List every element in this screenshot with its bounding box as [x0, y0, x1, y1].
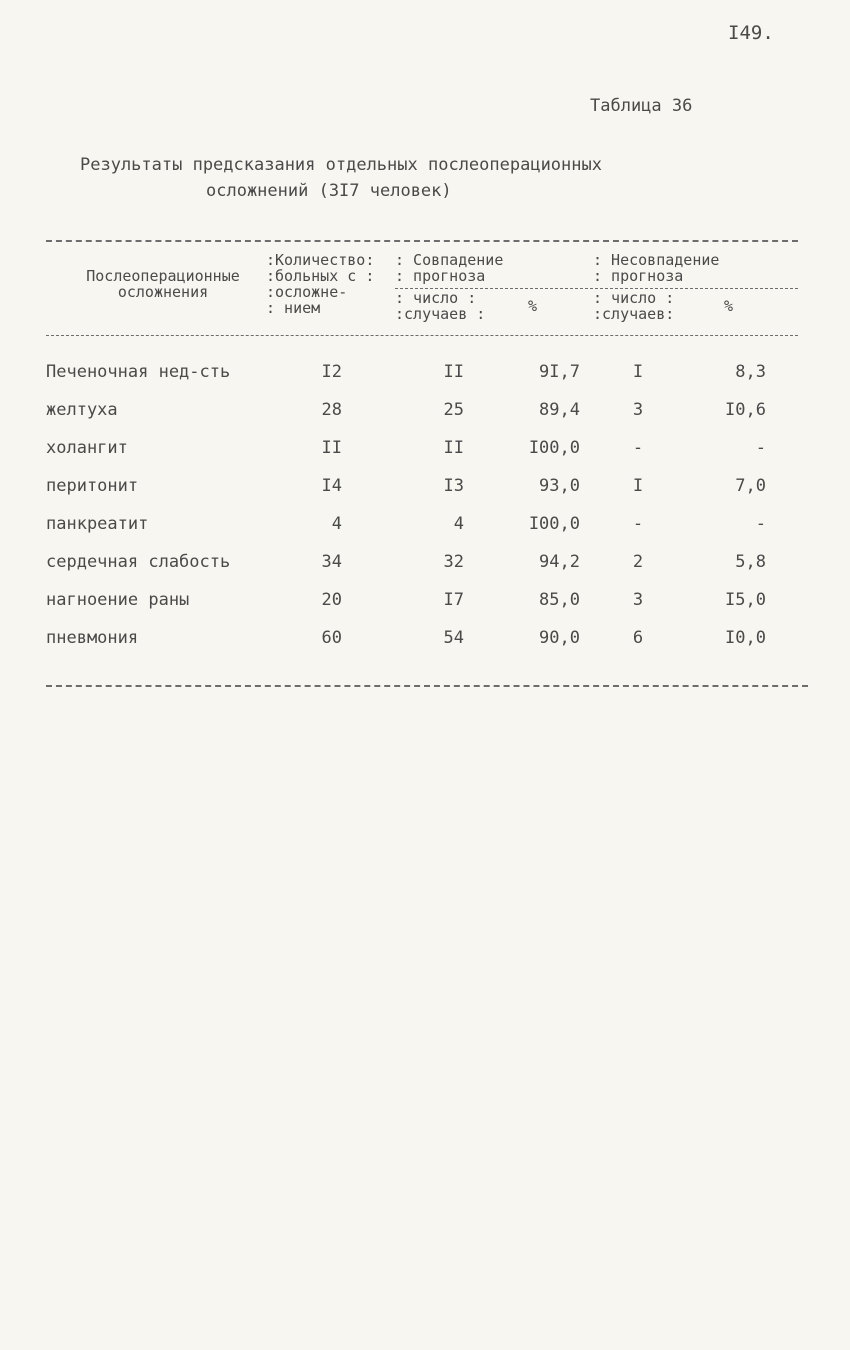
header-mismatch-cases: : число : :случаев:: [593, 289, 675, 323]
table-row: [0, 509, 850, 547]
complication-name: Печеночная нед-сть: [46, 362, 231, 382]
mismatch-percent: -: [755, 514, 766, 534]
table-label: Таблица 36: [590, 96, 693, 116]
table-row: [0, 623, 850, 661]
match-percent: 89,4: [539, 400, 580, 420]
patient-count: II: [321, 438, 342, 458]
match-percent: 85,0: [539, 590, 580, 610]
table-title: [80, 152, 602, 204]
patient-count: I4: [321, 476, 342, 496]
mismatch-cases: -: [632, 438, 644, 458]
complication-name: панкреатит: [46, 514, 149, 534]
patient-count: I2: [321, 362, 342, 382]
mismatch-percent: I0,6: [725, 400, 766, 420]
mismatch-percent: 5,8: [735, 552, 766, 572]
mismatch-cases: 3: [632, 400, 644, 420]
mismatch-cases: 6: [632, 628, 644, 648]
complication-name: пневмония: [46, 628, 139, 648]
match-cases: II: [443, 362, 464, 382]
match-percent: 94,2: [539, 552, 580, 572]
match-cases: 4: [453, 514, 464, 534]
table-bottom-rule: [46, 685, 808, 687]
table-row: [0, 471, 850, 509]
header-forecast-mismatch: : Несовпадение : прогноза: [593, 251, 720, 285]
header-patient-count: :Количество: :больных с : :осложне- : нием: [266, 251, 375, 317]
mismatch-cases: I: [632, 476, 644, 496]
table-row: [0, 395, 850, 433]
complication-name: сердечная слабость: [46, 552, 231, 572]
match-cases: I7: [443, 590, 464, 610]
match-percent: 93,0: [539, 476, 580, 496]
match-percent: I00,0: [528, 438, 580, 458]
complication-name: холангит: [46, 438, 128, 458]
header-bottom-rule: [46, 335, 798, 336]
table-row: [0, 357, 850, 395]
header-forecast-match: : Совпадение : прогноза: [395, 251, 504, 285]
header-mismatch-percent: %: [724, 297, 734, 315]
table-row: [0, 585, 850, 623]
match-percent: 90,0: [539, 628, 580, 648]
mismatch-cases: -: [632, 514, 644, 534]
table-title-line-2: осложнений (3I7 человек): [206, 181, 452, 201]
mismatch-cases: 2: [632, 552, 644, 572]
table-body: [0, 357, 850, 661]
header-match-percent: %: [528, 297, 538, 315]
patient-count: 4: [331, 514, 342, 534]
mismatch-percent: I0,0: [725, 628, 766, 648]
mismatch-cases: I: [632, 362, 644, 382]
header-match-cases: : число : :случаев :: [395, 289, 486, 323]
mismatch-percent: 7,0: [735, 476, 766, 496]
mismatch-percent: I5,0: [725, 590, 766, 610]
match-percent: I00,0: [528, 514, 580, 534]
match-cases: 54: [443, 628, 464, 648]
table-title-line-1: Результаты предсказания отдельных послеоперационных: [80, 155, 602, 175]
header-complications: Послеоперационные осложнения: [86, 267, 240, 301]
complication-name: перитонит: [46, 476, 139, 496]
patient-count: 20: [321, 590, 342, 610]
patient-count: 28: [321, 400, 342, 420]
match-cases: 25: [443, 400, 464, 420]
table-row: [0, 547, 850, 585]
match-percent: 9I,7: [539, 362, 580, 382]
page-number: I49.: [728, 22, 774, 44]
match-cases: 32: [443, 552, 464, 572]
mismatch-percent: -: [755, 438, 766, 458]
match-cases: II: [443, 438, 464, 458]
table-top-rule: [46, 240, 798, 242]
mismatch-cases: 3: [632, 590, 644, 610]
match-cases: I3: [443, 476, 464, 496]
patient-count: 60: [321, 628, 342, 648]
table-row: [0, 433, 850, 471]
complication-name: желтуха: [46, 400, 118, 420]
mismatch-percent: 8,3: [735, 362, 766, 382]
patient-count: 34: [321, 552, 342, 572]
complication-name: нагноение раны: [46, 590, 190, 610]
